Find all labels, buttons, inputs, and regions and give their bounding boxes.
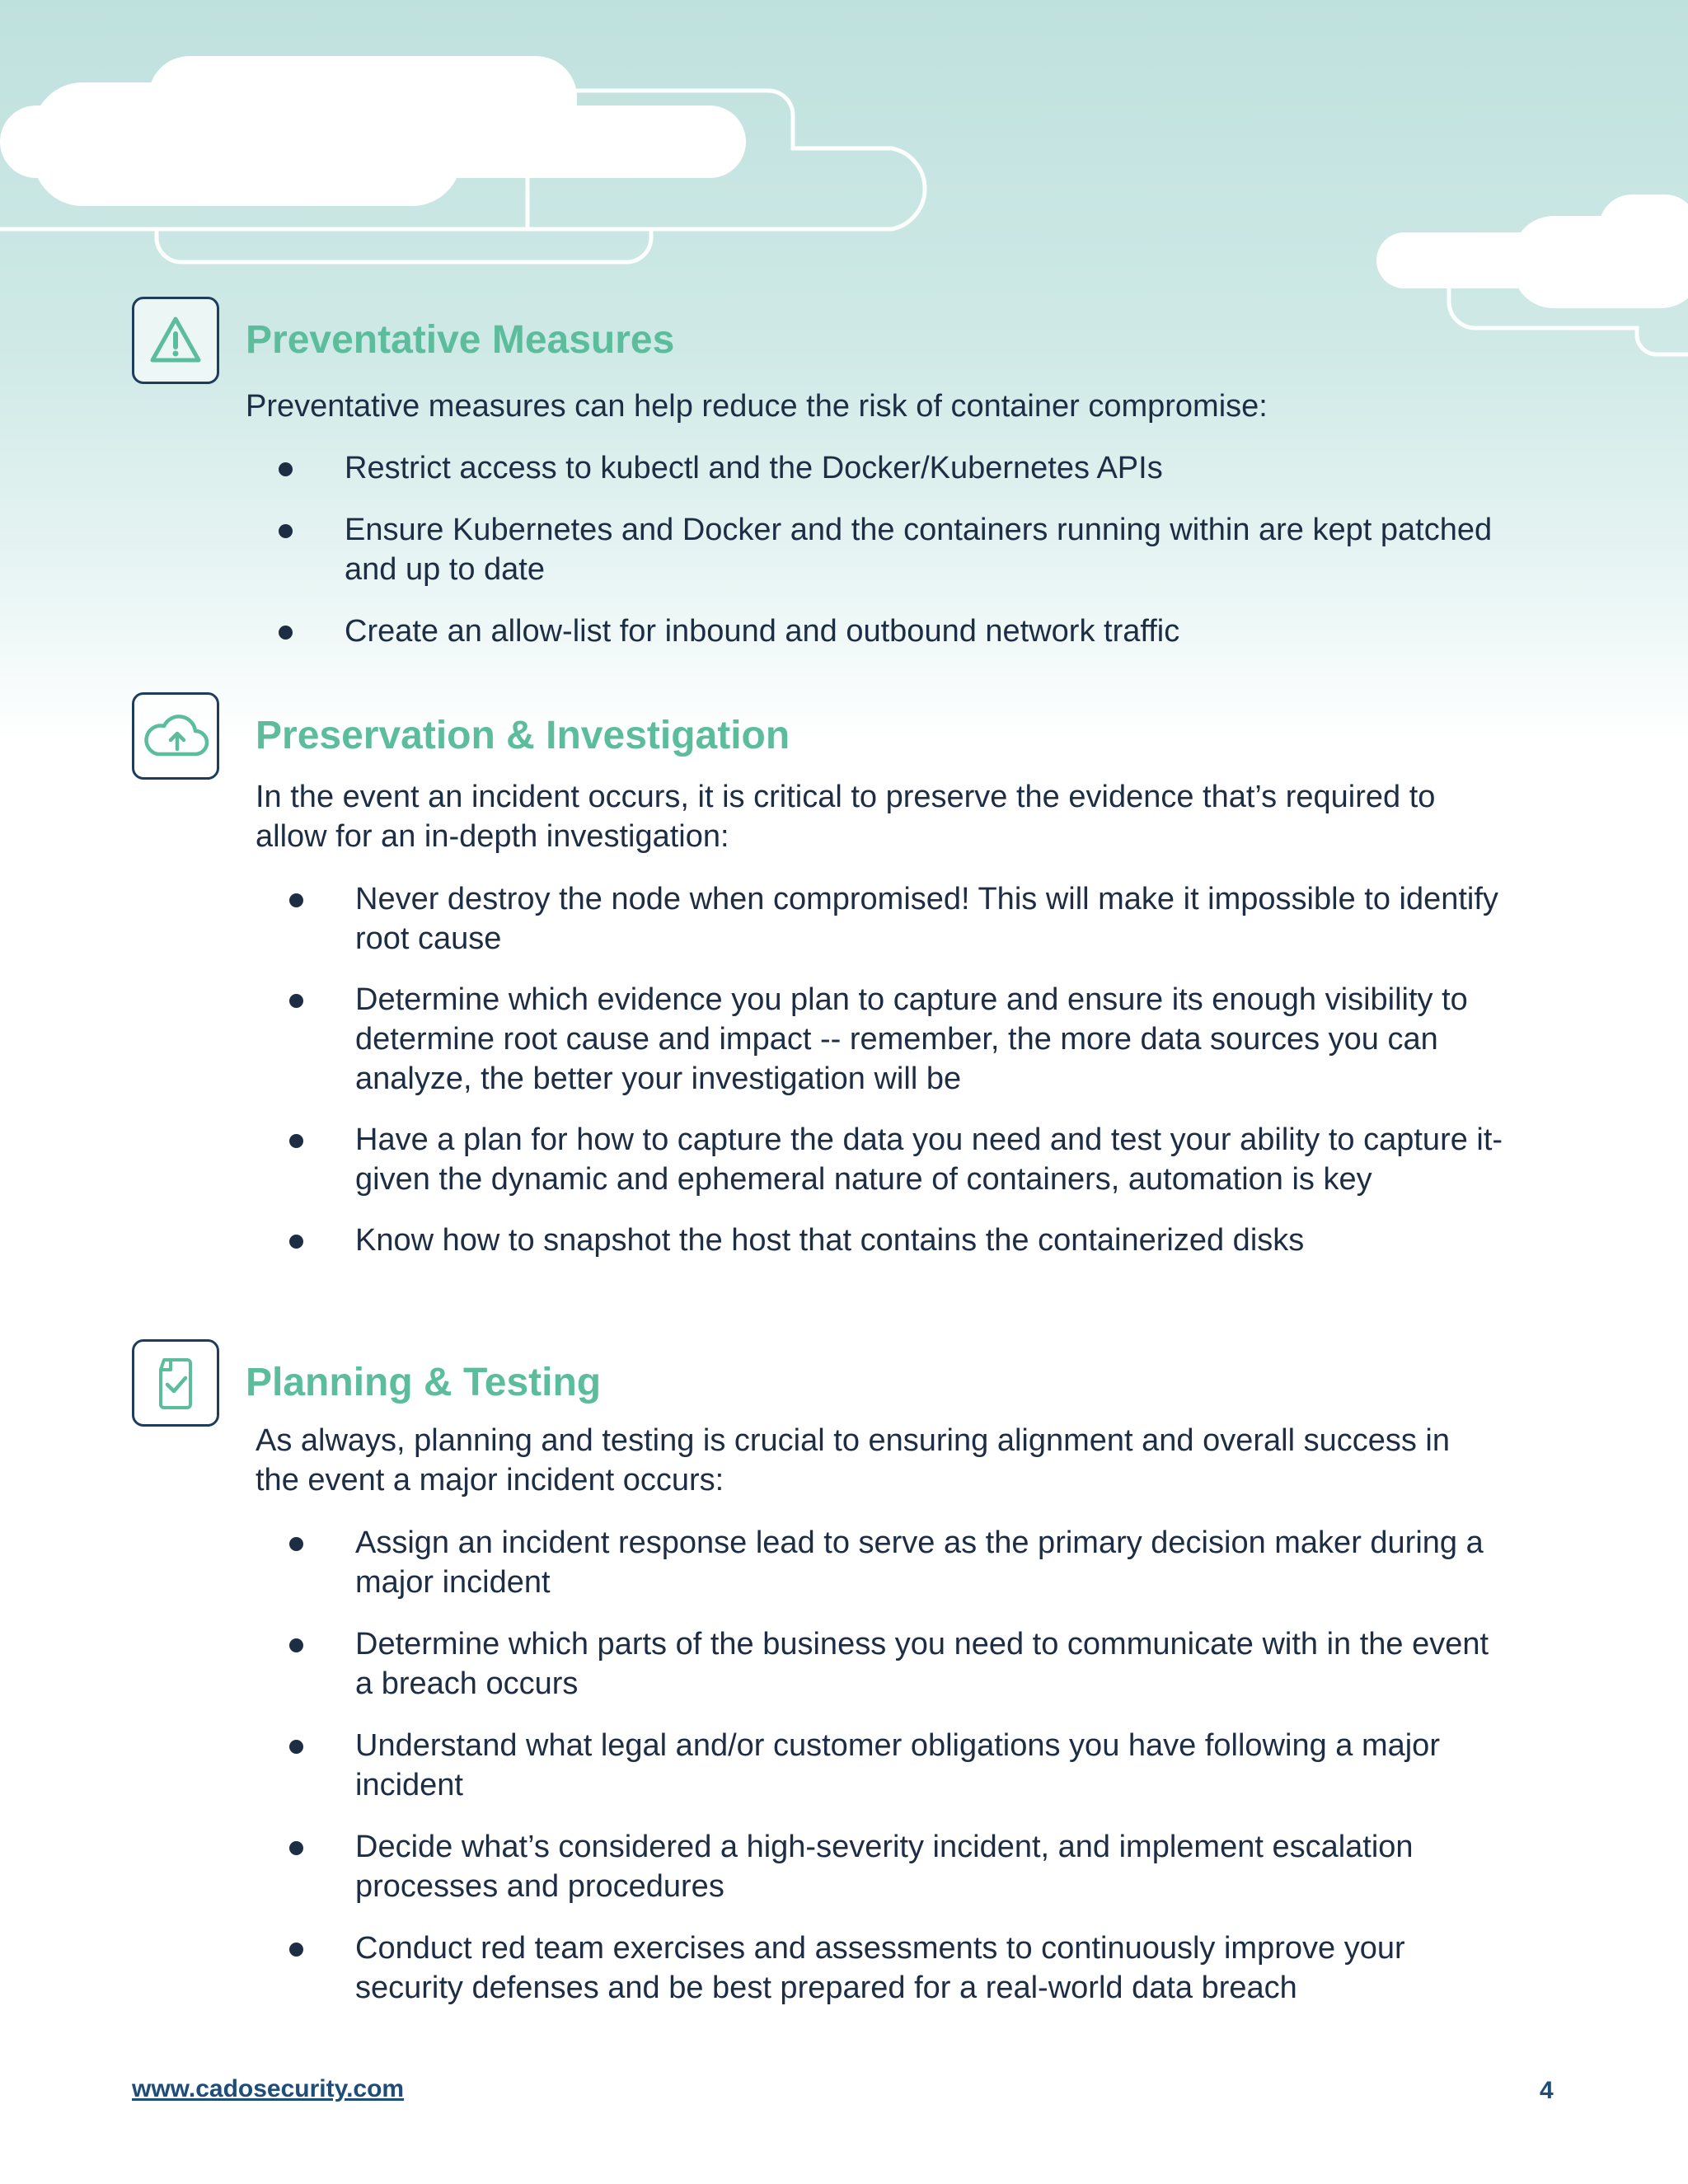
cloud-upload-icon — [132, 692, 219, 780]
list-item: Ensure Kubernetes and Docker and the containers running within are kept patched and up to date — [345, 510, 1507, 589]
section-title-planning-testing: Planning & Testing — [246, 1361, 602, 1404]
list-item: Understand what legal and/or customer obligations you have following a major incident — [355, 1726, 1509, 1805]
warning-triangle-icon — [132, 297, 219, 384]
section-title-preventative-measures: Preventative Measures — [246, 318, 675, 362]
bullet-dot — [289, 1841, 303, 1855]
bullet-dot — [289, 1537, 303, 1551]
bullet-dot — [289, 1134, 303, 1148]
list-item: Restrict access to kubectl and the Docker/Kubernetes APIs — [345, 448, 1507, 488]
section-intro-preservation-investigation: In the event an incident occurs, it is critical to preserve the evidence that’s required to allow for an in-depth investigation: — [256, 780, 1436, 854]
bullet-dot — [289, 1235, 303, 1249]
list-item: Determine which parts of the business you need to communicate with in the event a breach occurs — [355, 1624, 1509, 1704]
list-item: Conduct red team exercises and assessments to continuously improve your security defenses and be best prepared for a real-world data breach — [355, 1929, 1509, 2008]
list-item: Never destroy the node when compromised! This will make it impossible to identify root cause — [355, 879, 1509, 958]
list-item: Know how to snapshot the host that contains the containerized disks — [355, 1221, 1509, 1260]
bullet-list-planning-testing — [355, 1523, 1509, 2008]
section-intro-planning-testing: As always, planning and testing is crucial to ensuring alignment and overall success in the event a major incident occurs: — [256, 1423, 1451, 1497]
list-item: Create an allow-list for inbound and outbound network traffic — [345, 612, 1507, 651]
bullet-dot — [289, 1943, 303, 1957]
list-item: Assign an incident response lead to serve as the primary decision maker during a major incident — [355, 1523, 1509, 1602]
bullet-list-preservation-investigation — [355, 879, 1509, 1260]
list-item: Have a plan for how to capture the data you need and test your ability to capture it- given the dynamic and ephemeral nature of containers, automation is key — [355, 1120, 1509, 1199]
bullet-dot — [289, 1740, 303, 1754]
document-check-icon — [132, 1339, 219, 1427]
bullet-list-preventative-measures — [345, 448, 1507, 651]
footer-website-link[interactable]: www.cadosecurity.com — [132, 2075, 405, 2102]
section-intro-preventative-measures: Preventative measures can help reduce the risk of container compromise: — [246, 389, 1268, 424]
bullet-dot — [279, 626, 293, 640]
bullet-dot — [279, 462, 293, 476]
bullet-dot — [289, 1638, 303, 1652]
bullet-dot — [279, 524, 293, 538]
bullet-dot — [289, 994, 303, 1008]
list-item: Decide what’s considered a high-severity incident, and implement escalation processes and procedures — [355, 1827, 1509, 1906]
page-number: 4 — [1540, 2077, 1554, 2104]
bullet-dot — [289, 893, 303, 907]
list-item: Determine which evidence you plan to capture and ensure its enough visibility to determine root cause and impact -- remember, the more data sources you can analyze, the better your investigation will be — [355, 980, 1509, 1099]
section-title-preservation-investigation: Preservation & Investigation — [256, 714, 790, 757]
